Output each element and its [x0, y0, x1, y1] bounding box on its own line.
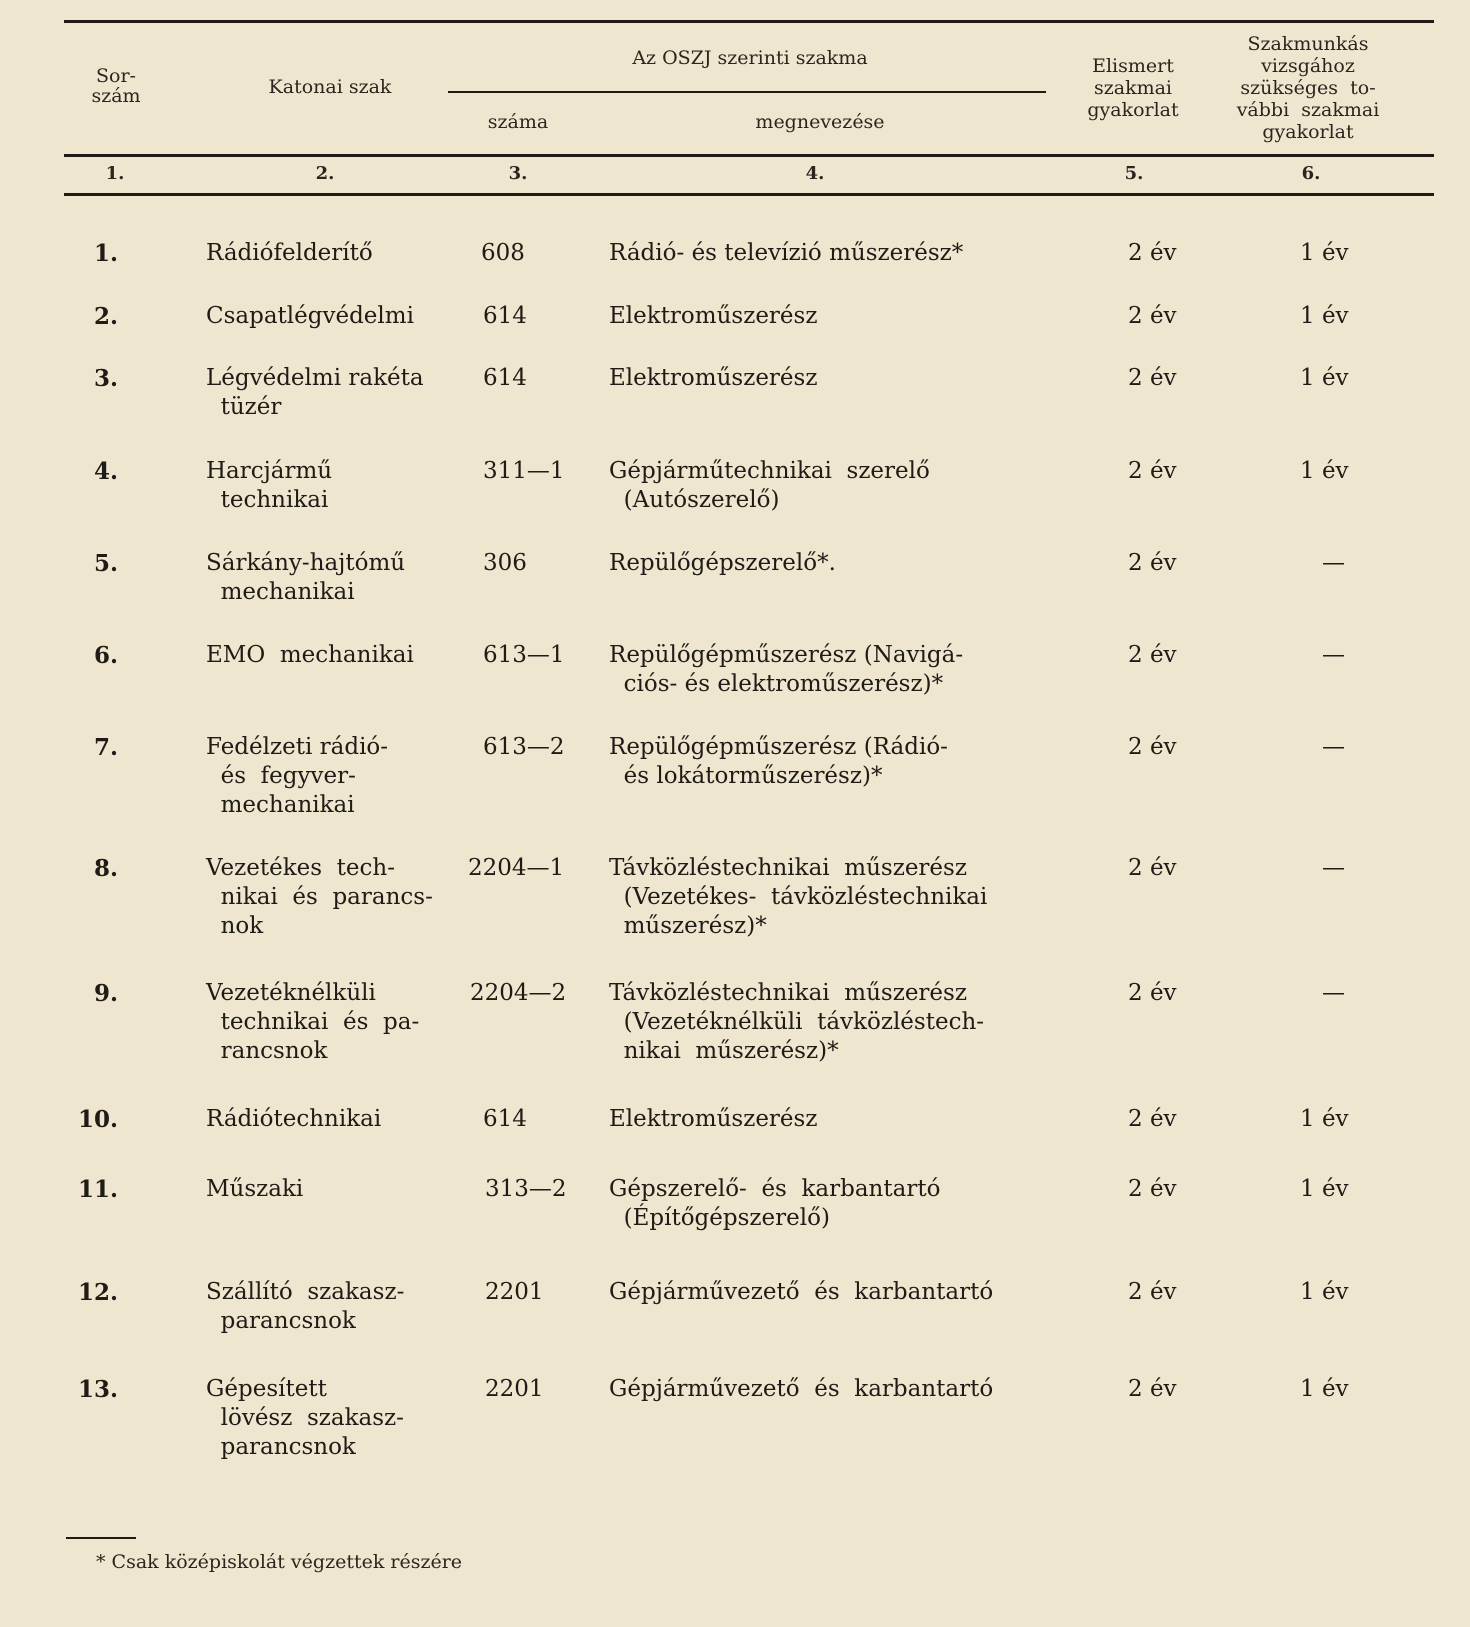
military-specialty: EMO mechanikai — [206, 642, 414, 668]
military-specialty: Vezetéknélküli technikai és pa- rancsnok — [206, 980, 420, 1064]
oszj-number: 608 — [481, 240, 525, 266]
row-number: 3. — [93, 365, 118, 392]
military-specialty: Rádiótechnikai — [206, 1106, 382, 1132]
column-number: 1. — [105, 163, 125, 184]
row-number: 5. — [93, 550, 118, 577]
trade-name: Távközléstechnikai műszerész (Vezetékes- távközléstechnikai műszerész)* — [609, 855, 988, 939]
trade-name: Gépjárművezető és karbantartó — [609, 1376, 994, 1402]
table-top-rule — [64, 20, 1434, 23]
further-practice: 1 év — [1300, 1279, 1349, 1305]
trade-name: Elektroműszerész — [609, 1106, 818, 1132]
oszj-number: 613—2 — [483, 734, 565, 760]
oszj-number: 614 — [483, 303, 527, 329]
footnote-rule — [66, 1537, 136, 1539]
row-number: 13. — [77, 1376, 118, 1403]
trade-name: Rádió- és televízió műszerész* — [609, 240, 964, 266]
recognized-practice: 2 év — [1128, 1106, 1177, 1132]
further-practice: — — [1322, 642, 1345, 668]
column-number-rule — [64, 193, 1434, 196]
further-practice: — — [1322, 550, 1345, 576]
column-number: 4. — [805, 163, 825, 184]
military-specialty: Sárkány-hajtómű mechanikai — [206, 550, 406, 605]
trade-name: Repülőgépműszerész (Rádió- és lokátorműszerész)* — [609, 734, 948, 789]
further-practice: 1 év — [1300, 303, 1349, 329]
trade-name: Repülőgépműszerész (Navigá- ciós- és elektroműszerész)* — [609, 642, 964, 697]
recognized-practice: 2 év — [1128, 458, 1177, 484]
military-specialty: Műszaki — [206, 1176, 304, 1202]
header-group-rule — [448, 91, 1046, 93]
military-specialty: Gépesített lövész szakasz- parancsnok — [206, 1376, 404, 1460]
further-practice: 1 év — [1300, 1106, 1349, 1132]
further-practice: — — [1322, 734, 1345, 760]
column-number: 6. — [1301, 163, 1321, 184]
row-number: 12. — [77, 1279, 118, 1306]
column-number: 3. — [508, 163, 528, 184]
row-number: 7. — [93, 734, 118, 761]
oszj-number: 614 — [483, 365, 527, 391]
header-rule — [64, 154, 1434, 157]
further-practice: 1 év — [1300, 1176, 1349, 1202]
oszj-number: 2204—1 — [468, 855, 565, 881]
column-number: 5. — [1124, 163, 1144, 184]
recognized-practice: 2 év — [1128, 855, 1177, 881]
row-number: 4. — [93, 458, 118, 485]
further-practice: — — [1322, 855, 1345, 881]
recognized-practice: 2 év — [1128, 1176, 1177, 1202]
trade-name: Gépjárművezető és karbantartó — [609, 1279, 994, 1305]
further-practice: 1 év — [1300, 365, 1349, 391]
recognized-practice: 2 év — [1128, 365, 1177, 391]
header-oszj-group: Az OSZJ szerinti szakma — [632, 47, 868, 69]
oszj-number: 2201 — [485, 1376, 544, 1402]
further-practice: 1 év — [1300, 458, 1349, 484]
recognized-practice: 2 év — [1128, 240, 1177, 266]
header-szama: száma — [487, 111, 549, 133]
row-number: 8. — [93, 855, 118, 882]
trade-name: Távközléstechnikai műszerész (Vezetéknélküli távközléstech- nikai műszerész)* — [609, 980, 985, 1064]
header-elismert: Elismert szakmai gyakorlat — [1087, 55, 1179, 121]
header-szakmunkas: Szakmunkás vizsgához szükséges to- vábbi szakmai gyakorlat — [1236, 33, 1380, 143]
military-specialty: Fedélzeti rádió- és fegyver- mechanikai — [206, 734, 389, 818]
further-practice: — — [1322, 980, 1345, 1006]
oszj-number: 613—1 — [483, 642, 565, 668]
trade-name: Elektroműszerész — [609, 303, 818, 329]
oszj-number: 2204—2 — [470, 980, 567, 1006]
trade-name: Gépszerelő- és karbantartó (Építőgépszerelő) — [609, 1176, 941, 1231]
further-practice: 1 év — [1300, 1376, 1349, 1402]
recognized-practice: 2 év — [1128, 980, 1177, 1006]
recognized-practice: 2 év — [1128, 550, 1177, 576]
row-number: 2. — [93, 303, 118, 330]
row-number: 6. — [93, 642, 118, 669]
military-specialty: Csapatlégvédelmi — [206, 303, 414, 329]
row-number: 11. — [77, 1176, 118, 1203]
military-specialty: Vezetékes tech- nikai és parancs- nok — [206, 855, 433, 939]
recognized-practice: 2 év — [1128, 642, 1177, 668]
column-number: 2. — [315, 163, 335, 184]
military-specialty: Légvédelmi rakéta tüzér — [206, 365, 424, 420]
trade-name: Repülőgépszerelő*. — [609, 550, 836, 576]
header-katonai-szak: Katonai szak — [268, 76, 392, 98]
oszj-number: 311—1 — [483, 458, 565, 484]
recognized-practice: 2 év — [1128, 734, 1177, 760]
header-megnevezese: megnevezése — [755, 111, 885, 133]
oszj-number: 313—2 — [485, 1176, 567, 1202]
oszj-number: 614 — [483, 1106, 527, 1132]
footnote: * Csak középiskolát végzettek részére — [96, 1551, 463, 1573]
military-specialty: Szállító szakasz- parancsnok — [206, 1279, 405, 1334]
recognized-practice: 2 év — [1128, 303, 1177, 329]
row-number: 10. — [77, 1106, 118, 1133]
row-number: 1. — [93, 240, 118, 267]
military-specialty: Rádiófelderítő — [206, 240, 373, 266]
oszj-number: 2201 — [485, 1279, 544, 1305]
header-sorszam: Sor- szám — [91, 65, 141, 107]
trade-name: Elektroműszerész — [609, 365, 818, 391]
oszj-number: 306 — [483, 550, 527, 576]
further-practice: 1 év — [1300, 240, 1349, 266]
row-number: 9. — [93, 980, 118, 1007]
recognized-practice: 2 év — [1128, 1279, 1177, 1305]
trade-name: Gépjárműtechnikai szerelő (Autószerelő) — [609, 458, 930, 513]
recognized-practice: 2 év — [1128, 1376, 1177, 1402]
military-specialty: Harcjármű technikai — [206, 458, 333, 513]
